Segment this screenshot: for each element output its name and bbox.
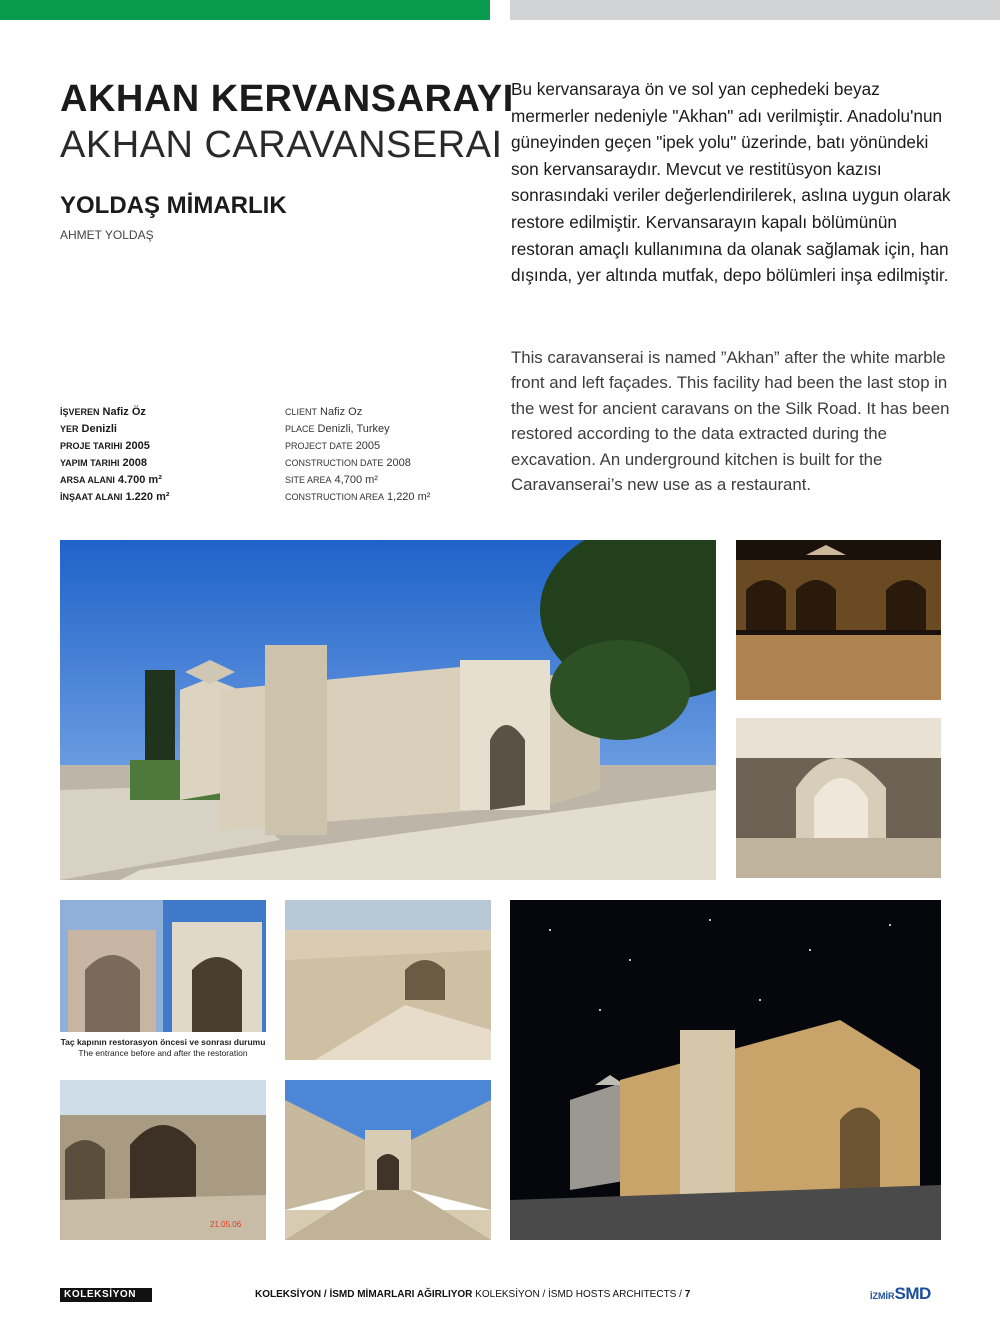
- info-row-construction-date: [285, 455, 495, 472]
- logo-big-text: SMD: [894, 1284, 931, 1303]
- info-label: CONSTRUCTION AREA: [285, 492, 385, 502]
- info-row-construction-area: [60, 489, 270, 506]
- info-label: YER: [60, 424, 79, 434]
- info-value: Denizli, Turkey: [317, 423, 390, 435]
- caption-english: The entrance before and after the restoration: [78, 1048, 248, 1058]
- koleksiyon-logo: KOLEKSİYON: [60, 1288, 152, 1302]
- info-label: YAPIM TARIHI: [60, 458, 120, 468]
- info-label: CLIENT: [285, 407, 318, 417]
- project-info-english: [285, 404, 495, 506]
- photo-interior-arch: [736, 718, 941, 878]
- info-row-place: [285, 421, 495, 438]
- photo-courtyard-after: [285, 1080, 491, 1240]
- footer-section-tr: KOLEKSİYON / İSMD MİMARLARI AĞIRLIYOR: [255, 1289, 473, 1300]
- architecture-firm: YOLDAŞ MİMARLIK: [60, 192, 287, 219]
- info-label: PROJE TARIHI: [60, 441, 123, 451]
- info-row-site-area: [285, 472, 495, 489]
- project-info-turkish: [60, 404, 270, 506]
- info-value: 2008: [122, 457, 147, 469]
- logo-small-text: İZMİR: [870, 1291, 895, 1301]
- info-value: 2008: [386, 457, 411, 469]
- info-row-project-date: [60, 438, 270, 455]
- photo-courtyard-aerial: [285, 900, 491, 1060]
- top-accent-bar-gray: [510, 0, 1000, 20]
- info-label: İŞVEREN: [60, 407, 100, 417]
- footer-section: [255, 1288, 690, 1302]
- izmir-smd-logo: [870, 1285, 931, 1305]
- info-label: PLACE: [285, 424, 315, 434]
- info-label: İNŞAAT ALANI: [60, 492, 123, 502]
- photo-datestamp: 21.05.06: [210, 1220, 242, 1229]
- photo-entrance-before-after: [60, 900, 266, 1032]
- info-value: 2005: [355, 440, 381, 452]
- info-value: 4,700 m²: [334, 474, 378, 486]
- info-label: CONSTRUCTION DATE: [285, 458, 384, 468]
- info-row-construction-date: [60, 455, 270, 472]
- caption-turkish: Taç kapının restorasyon öncesi ve sonrası durumu: [60, 1037, 266, 1047]
- info-row-site-area: [60, 472, 270, 489]
- info-row-project-date: [285, 438, 495, 455]
- info-label: SITE AREA: [285, 475, 332, 485]
- architect-name: AHMET YOLDAŞ: [60, 228, 154, 242]
- info-label: PROJECT DATE: [285, 441, 353, 451]
- description-turkish: Bu kervansaraya ön ve sol yan cephedeki beyaz mermerler nedeniyle "Akhan" adı verilmiştir. Anadolu'nun güneyinden geçen "ipek yolu" üzerinde, batı yönündeki son kervansaraydır. Mevcut ve restitüsyon kazısı sonrasındaki veriler değerlendirilerek, aslına uygun olarak restore edilmiştir. Kervansarayın kapalı bölümünün restoran amaçlı kullanımına da olanak sağlamak için, han dışında, yer altında mutfak, depo bölümleri inşa edilmiştir.: [511, 79, 951, 286]
- photo-exterior-day: [60, 540, 716, 880]
- info-row-construction-area: [285, 489, 495, 506]
- info-value: 4.700 m²: [117, 474, 162, 486]
- description-english: This caravanserai is named ”Akhan” after the white marble front and left façades. This facility had been the last stop in the west for ancient caravans on the Silk Road. It has been restored according to the data extracted during the excavation. An underground kitchen is built for the Caravanserai’s new use as a restaurant.: [511, 348, 950, 495]
- photo-courtyard-night: [736, 540, 941, 700]
- info-value: Denizli: [81, 423, 117, 435]
- info-value: Nafiz Öz: [102, 406, 146, 418]
- info-value: Nafiz Oz: [320, 406, 363, 418]
- info-value: 2005: [125, 440, 150, 452]
- page-number: 7: [684, 1289, 691, 1300]
- title-english: AKHAN CARAVANSERAI: [60, 124, 503, 166]
- photo-ruin-before: [60, 1080, 266, 1240]
- photo-exterior-night: [510, 900, 941, 1240]
- footer-section-en: KOLEKSİYON / İSMD HOSTS ARCHITECTS /: [475, 1289, 682, 1300]
- info-row-client: [285, 404, 495, 421]
- info-row-client: [60, 404, 270, 421]
- title-turkish: AKHAN KERVANSARAYI: [60, 78, 514, 120]
- info-label: ARSA ALANI: [60, 475, 115, 485]
- top-accent-bar-green: [0, 0, 490, 20]
- info-row-place: [60, 421, 270, 438]
- info-value: 1,220 m²: [387, 491, 431, 503]
- info-value: 1.220 m²: [125, 491, 170, 503]
